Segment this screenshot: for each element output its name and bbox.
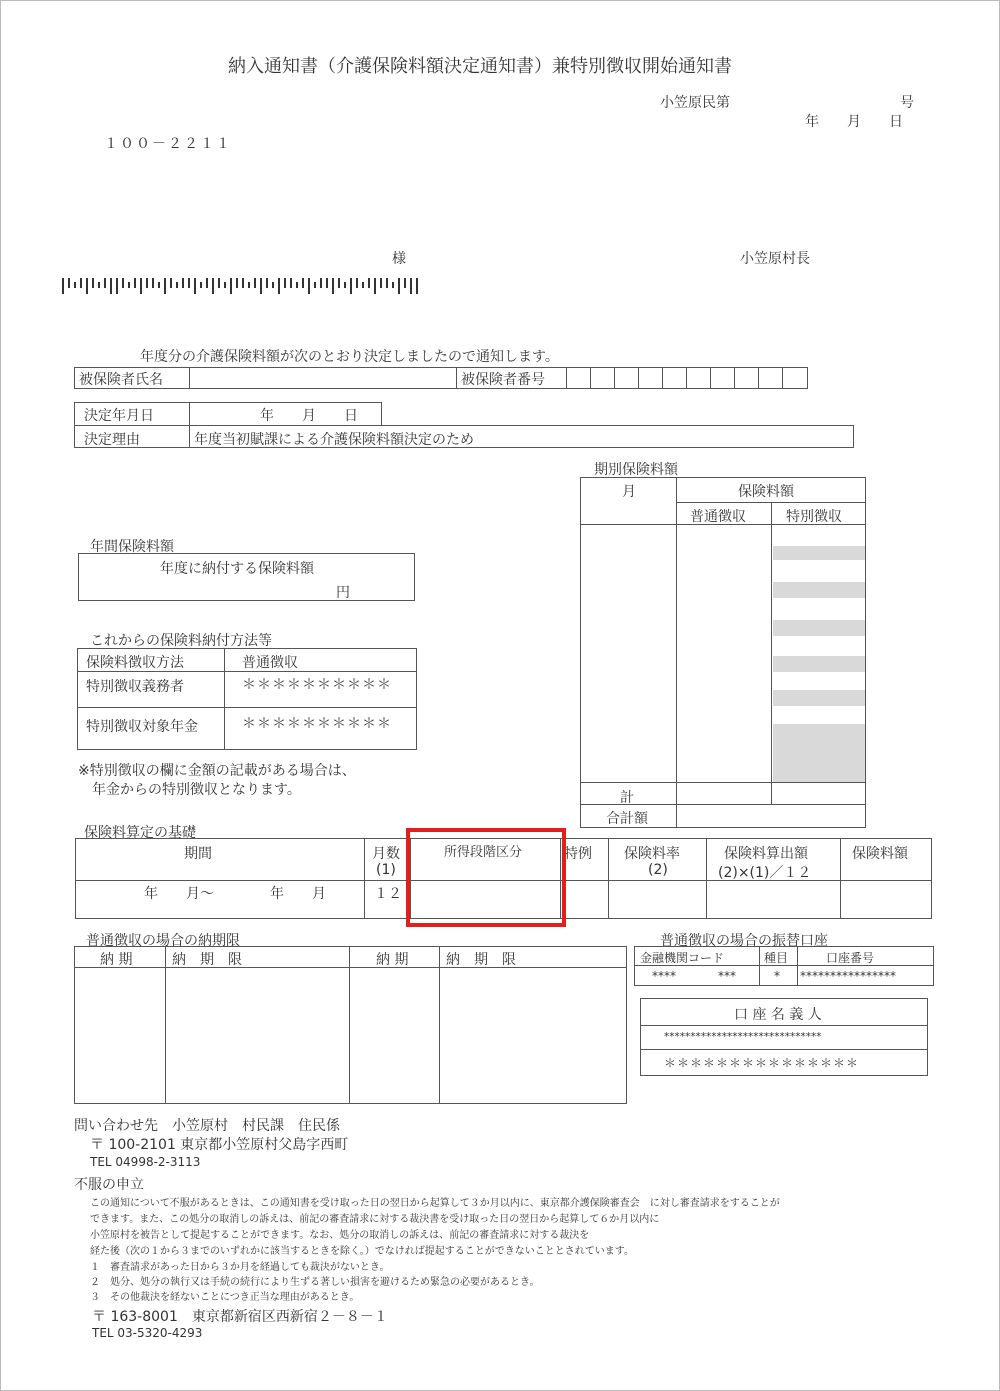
barcode-bar bbox=[134, 278, 136, 288]
account-holder-line1: ****************************** bbox=[664, 1031, 822, 1043]
barcode-bar bbox=[62, 278, 64, 294]
basis-calc-sub: (2)×(1)／１２ bbox=[718, 865, 812, 881]
document-title: 納入通知書（介護保険料額決定通知書）兼特別徴収開始通知書 bbox=[228, 56, 732, 77]
period-table bbox=[580, 477, 866, 828]
barcode-bar bbox=[224, 282, 226, 288]
method-row-label-2: 特別徴収対象年金 bbox=[86, 719, 198, 735]
basis-section-title: 保険料算定の基礎 bbox=[84, 825, 196, 841]
barcode-bar bbox=[236, 278, 238, 288]
basis-premium-header: 保険料額 bbox=[852, 846, 908, 862]
barcode-bar bbox=[272, 282, 274, 288]
contact-address: 〒 100-2101 東京都小笠原村父島字西町 bbox=[90, 1137, 349, 1153]
barcode-bar bbox=[416, 278, 418, 294]
postal-code: １００－２２１１ bbox=[104, 136, 232, 152]
barcode-bar bbox=[74, 282, 76, 288]
barcode-bar bbox=[110, 278, 112, 294]
barcode-bar bbox=[254, 278, 256, 288]
barcode-bar bbox=[332, 278, 334, 294]
bank-value-account: **************** bbox=[800, 969, 896, 983]
basis-income-class-header: 所得段階区分 bbox=[444, 845, 523, 860]
appeal-address: 〒 163-8001 東京都新宿区西新宿２－８－１ bbox=[92, 1309, 388, 1325]
barcode-bar bbox=[248, 282, 250, 288]
method-section-title: これからの保険料納付方法等 bbox=[90, 633, 272, 649]
barcode-bar bbox=[266, 278, 268, 288]
barcode-bar bbox=[98, 282, 100, 288]
barcode-bar bbox=[284, 278, 286, 288]
period-normal-header: 普通徴収 bbox=[690, 509, 746, 525]
basis-months-header: 月数 bbox=[372, 846, 400, 862]
recipient-suffix: 様 bbox=[392, 251, 406, 267]
account-holder-line2: ＊＊＊＊＊＊＊＊＊＊＊＊＊＊＊ bbox=[664, 1056, 860, 1070]
bank-header-code: 金融機関コード bbox=[640, 951, 725, 965]
doc-number-suffix: 号 bbox=[900, 95, 914, 111]
barcode-bar bbox=[86, 278, 88, 294]
appeal-tel: TEL 03-5320-4293 bbox=[92, 1326, 203, 1340]
issuer-name: 小笠原村長 bbox=[740, 251, 810, 267]
barcode-bar bbox=[398, 278, 400, 294]
basis-months-sub: (1) bbox=[376, 862, 396, 878]
barcode-bar bbox=[326, 278, 328, 288]
barcode-bar bbox=[242, 278, 244, 288]
barcode-bar bbox=[128, 282, 130, 288]
barcode-bar bbox=[200, 282, 202, 288]
barcode-bar bbox=[164, 278, 166, 294]
intro-text: 年度分の介護保険料額が次のとおり決定しましたので通知します。 bbox=[140, 349, 559, 365]
basis-period-value: 年 月～ 年 月 bbox=[144, 886, 326, 902]
deadlines-period-header-1: 納 期 bbox=[100, 952, 133, 968]
barcode-bar bbox=[158, 282, 160, 288]
method-row-label-0: 保険料徴収方法 bbox=[86, 655, 184, 671]
basis-months-value: １２ bbox=[374, 886, 402, 902]
appeal-line-2: できます。また、この処分の取消しの訴えは、前記の審査請求に対する裁決書を受け取った日の翌日から起算して６か月以内に bbox=[90, 1214, 660, 1225]
appeal-line-6: ２ 処分、処分の執行又は手続の続行により生ずる著しい損害を避けるため緊急の必要があるとき。 bbox=[90, 1277, 540, 1288]
period-amount-header: 保険料額 bbox=[738, 484, 794, 500]
method-row-value-1: ＊＊＊＊＊＊＊＊＊＊ bbox=[242, 677, 392, 693]
period-special-header: 特別徴収 bbox=[786, 509, 842, 525]
appeal-title: 不服の申立 bbox=[74, 1177, 144, 1193]
barcode-bar bbox=[410, 278, 412, 294]
bank-header-type: 種目 bbox=[764, 951, 789, 965]
period-total-label: 合計額 bbox=[606, 811, 648, 827]
barcode-bar bbox=[122, 278, 124, 288]
barcode-bar bbox=[290, 278, 292, 288]
barcode-bar bbox=[368, 278, 370, 288]
barcode-bar bbox=[230, 278, 232, 294]
appeal-line-7: ３ その他裁決を経ないことにつき正当な理由があるとき。 bbox=[90, 1292, 360, 1303]
barcode-bar bbox=[146, 278, 148, 288]
basis-special-header: 特例 bbox=[564, 846, 592, 862]
income-class-highlight bbox=[406, 828, 566, 927]
decision-date-value: 年 月 日 bbox=[260, 408, 358, 424]
barcode-bar bbox=[338, 278, 340, 288]
deadlines-date-header-2: 納 期 限 bbox=[446, 952, 516, 968]
period-month-header: 月 bbox=[622, 484, 636, 500]
method-row-value-2: ＊＊＊＊＊＊＊＊＊＊ bbox=[242, 716, 392, 732]
barcode-bar bbox=[404, 278, 406, 288]
barcode-bar bbox=[308, 278, 310, 294]
appeal-line-3: 小笠原村を被告として提起することができます。なお、処分の取消しの訴えは、前記の審査請求に対する裁決を bbox=[90, 1230, 590, 1241]
barcode-bar bbox=[380, 278, 382, 288]
barcode-bar bbox=[92, 278, 94, 288]
annual-section-title: 年間保険料額 bbox=[90, 539, 174, 555]
barcode-bar bbox=[344, 282, 346, 288]
barcode-bar bbox=[188, 278, 190, 288]
method-row-value-0: 普通徴収 bbox=[242, 655, 298, 671]
appeal-line-5: １ 審査請求があった日から３か月を経過しても裁決がないとき。 bbox=[90, 1262, 390, 1273]
bank-value-type: * bbox=[774, 969, 780, 983]
bank-section-title: 普通徴収の場合の振替口座 bbox=[660, 933, 828, 949]
barcode-bar bbox=[314, 282, 316, 288]
deadlines-section-title: 普通徴収の場合の納期限 bbox=[86, 933, 240, 949]
barcode-bar bbox=[260, 278, 262, 294]
appeal-line-1: この通知について不服があるときは、この通知書を受け取った日の翌日から起算して３か月以内に、東京都介護保険審査会 に対し審査請求をすることが bbox=[90, 1198, 780, 1209]
barcode-bar bbox=[278, 278, 280, 294]
insured-number-label: 被保険者番号 bbox=[461, 372, 545, 388]
barcode-bar bbox=[296, 282, 298, 288]
period-table-title: 期別保険料額 bbox=[594, 462, 678, 478]
basis-rate-sub: (2) bbox=[648, 862, 668, 878]
appeal-line-4: 経た後（次の１から３までのいずれかに該当するときを除く。）でなければ提起することができないこととされています。 bbox=[90, 1246, 634, 1257]
account-holder-label: 口 座 名 義 人 bbox=[734, 1007, 822, 1023]
bank-value-code2: *** bbox=[718, 969, 736, 983]
method-note-line1: ※特別徴収の欄に金額の記載がある場合は、 bbox=[78, 763, 356, 779]
barcode-bar bbox=[194, 278, 196, 294]
bank-header-account: 口座番号 bbox=[826, 951, 875, 965]
annual-unit: 円 bbox=[336, 585, 350, 601]
barcode-bar bbox=[302, 278, 304, 288]
barcode-bar bbox=[140, 278, 142, 294]
decision-reason-label: 決定理由 bbox=[84, 432, 140, 448]
barcode-bar bbox=[80, 278, 82, 288]
period-subtotal-label: 計 bbox=[620, 790, 634, 806]
barcode-bar bbox=[392, 282, 394, 288]
barcode-bar bbox=[350, 278, 352, 294]
barcode-bar bbox=[116, 278, 118, 294]
deadlines-date-header-1: 納 期 限 bbox=[172, 952, 242, 968]
annual-label: 年度に納付する保険料額 bbox=[160, 561, 314, 577]
deadlines-period-header-2: 納 期 bbox=[376, 952, 409, 968]
barcode-bar bbox=[320, 278, 322, 288]
insured-row bbox=[74, 367, 808, 389]
barcode-bar bbox=[218, 278, 220, 288]
basis-period-header: 期間 bbox=[184, 846, 212, 862]
issue-date: 年 月 日 bbox=[805, 114, 903, 130]
postal-barcode bbox=[60, 276, 425, 296]
barcode-bar bbox=[182, 278, 184, 288]
method-note-line2: 年金からの特別徴収となります。 bbox=[92, 782, 301, 798]
barcode-bar bbox=[212, 278, 214, 294]
barcode-bar bbox=[374, 278, 376, 294]
deadlines-table bbox=[74, 946, 627, 1104]
barcode-bar bbox=[206, 278, 208, 288]
bank-value-code1: **** bbox=[652, 969, 676, 983]
basis-calc-header: 保険料算出額 bbox=[724, 846, 808, 862]
doc-number-label: 小笠原民第 bbox=[660, 95, 730, 111]
barcode-bar bbox=[362, 282, 364, 288]
barcode-bar bbox=[356, 278, 358, 288]
decision-reason-value: 年度当初賦課による介護保険料額決定のため bbox=[194, 432, 474, 448]
decision-date-label: 決定年月日 bbox=[84, 408, 154, 424]
barcode-bar bbox=[152, 278, 154, 288]
barcode-bar bbox=[68, 278, 70, 288]
contact-tel: TEL 04998-2-3113 bbox=[90, 1155, 201, 1169]
barcode-bar bbox=[170, 278, 172, 288]
barcode-bar bbox=[104, 278, 106, 288]
insured-name-label: 被保険者氏名 bbox=[79, 372, 163, 388]
method-row-label-1: 特別徴収義務者 bbox=[86, 679, 184, 695]
contact-line: 問い合わせ先 小笠原村 村民課 住民係 bbox=[74, 1118, 340, 1134]
barcode-bar bbox=[386, 278, 388, 288]
basis-rate-header: 保険料率 bbox=[624, 846, 680, 862]
barcode-bar bbox=[176, 282, 178, 288]
